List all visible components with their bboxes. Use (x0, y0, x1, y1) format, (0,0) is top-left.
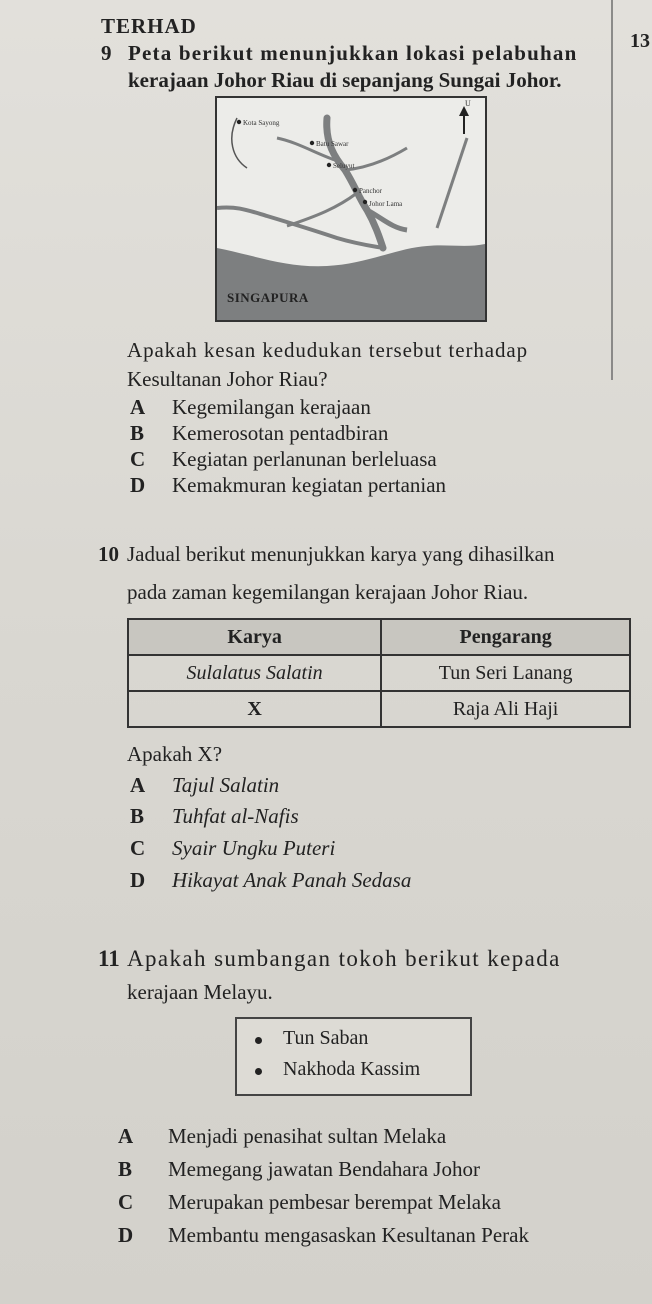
option-text: Menjadi penasihat sultan Melaka (168, 1124, 447, 1148)
map-north-label: U (465, 99, 471, 108)
q9-stem-line1: Peta berikut menunjukkan lokasi pelabuhan (128, 41, 578, 65)
page-divider (611, 0, 613, 380)
map-drawing (217, 98, 485, 320)
q9-question-line2: Kesultanan Johor Riau? (127, 367, 328, 391)
option-letter: C (130, 836, 146, 860)
option-letter: C (130, 447, 146, 471)
bullet-icon (255, 1068, 262, 1075)
q10-stem-line1: Jadual berikut menunjukkan karya yang dihasilkan (127, 542, 555, 566)
option-letter: D (130, 868, 146, 892)
option-letter: A (118, 1124, 134, 1148)
table-cell-karya: X (128, 691, 381, 727)
table-cell-pengarang: Raja Ali Haji (381, 691, 630, 727)
option-letter: C (118, 1190, 134, 1214)
option-text: Merupakan pembesar berempat Melaka (168, 1190, 501, 1214)
q11-stem-line2: kerajaan Melayu. (127, 980, 273, 1004)
johor-river-map (215, 96, 487, 322)
map-label-kota-sayong: Kota Sayong (243, 119, 280, 127)
q11-stem-line1: Apakah sumbangan tokoh berikut kepada (127, 946, 561, 971)
table-header-pengarang: Pengarang (381, 619, 630, 655)
tokoh-item: Tun Saban (283, 1027, 369, 1049)
tokoh-item: Nakhoda Kassim (283, 1058, 421, 1080)
q9-number: 9 (101, 41, 112, 65)
table-row (128, 691, 630, 727)
q10-option-b[interactable] (130, 804, 299, 829)
table-header-row (128, 619, 630, 655)
option-text: Tajul Salatin (172, 773, 280, 797)
q10-option-c[interactable] (130, 836, 335, 861)
option-letter: D (130, 473, 146, 497)
option-text: Membantu mengasaskan Kesultanan Perak (168, 1223, 529, 1247)
q11-option-a[interactable] (118, 1124, 446, 1149)
q11-option-d[interactable] (118, 1223, 529, 1248)
option-text: Kemakmuran kegiatan pertanian (172, 473, 447, 497)
map-label-seluyut: Seluyut (333, 162, 355, 170)
header-restricted: TERHAD (101, 14, 197, 38)
table-header-karya: Karya (128, 619, 381, 655)
map-label-batu-sawar: Batu Sawar (316, 140, 349, 148)
option-text: Tuhfat al-Nafis (172, 804, 299, 828)
option-text: Memegang jawatan Bendahara Johor (168, 1157, 480, 1181)
q10-stem-line2: pada zaman kegemilangan kerajaan Johor Riau. (127, 580, 529, 604)
option-letter: A (130, 773, 146, 797)
q9-option-d[interactable] (130, 473, 446, 498)
option-text: Hikayat Anak Panah Sedasa (172, 868, 412, 892)
option-text: Syair Ungku Puteri (172, 836, 336, 860)
table-cell-pengarang: Tun Seri Lanang (381, 655, 630, 691)
q10-option-a[interactable] (130, 773, 279, 798)
map-label-panchor: Panchor (359, 187, 382, 195)
table-row (128, 655, 630, 691)
page-number: 13 (630, 30, 650, 52)
q9-stem-line2: kerajaan Johor Riau di sepanjang Sungai Johor. (128, 68, 562, 92)
map-label-johor-lama: Johor Lama (369, 200, 403, 208)
q9-option-c[interactable] (130, 447, 437, 472)
q9-option-a[interactable] (130, 395, 371, 420)
q10-question: Apakah X? (127, 742, 223, 766)
karya-table (127, 618, 631, 728)
q11-option-b[interactable] (118, 1157, 480, 1182)
q10-number: 10 (98, 542, 119, 566)
q9-option-b[interactable] (130, 421, 388, 446)
q9-question-line1: Apakah kesan kedudukan tersebut terhadap (127, 338, 529, 362)
option-letter: D (118, 1223, 134, 1247)
q11-option-c[interactable] (118, 1190, 501, 1215)
option-text: Kemerosotan pentadbiran (172, 421, 389, 445)
option-letter: B (118, 1157, 133, 1181)
option-letter: B (130, 421, 145, 445)
option-letter: B (130, 804, 145, 828)
table-cell-karya: Sulalatus Salatin (128, 655, 381, 691)
option-text: Kegemilangan kerajaan (172, 395, 371, 419)
q10-option-d[interactable] (130, 868, 411, 893)
option-letter: A (130, 395, 146, 419)
option-text: Kegiatan perlanunan berleluasa (172, 447, 437, 471)
bullet-icon (255, 1037, 262, 1044)
tokoh-box (235, 1017, 472, 1096)
q11-number: 11 (98, 946, 120, 971)
map-label-singapura: SINGAPURA (227, 290, 309, 305)
